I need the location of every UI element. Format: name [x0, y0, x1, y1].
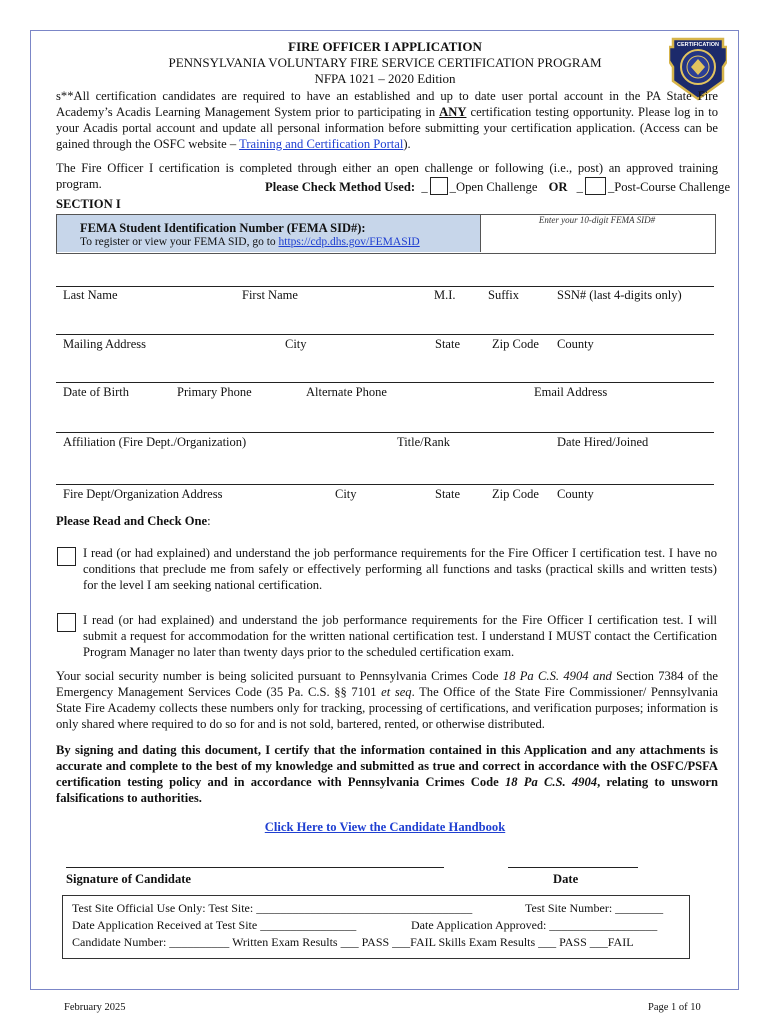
state-label: State	[435, 337, 460, 351]
row3-line	[56, 382, 714, 383]
open-challenge-label: Open Challenge	[455, 180, 538, 194]
mailing-address-label: Mailing Address	[63, 337, 146, 351]
row4-line	[56, 432, 714, 433]
candidate-handbook-link[interactable]: Click Here to View the Candidate Handbook	[264, 820, 506, 834]
alternate-phone-label: Alternate Phone	[306, 385, 387, 399]
svg-text:CERTIFICATION: CERTIFICATION	[676, 42, 720, 48]
signature-label: Signature of Candidate	[66, 872, 192, 886]
row1-line	[56, 286, 714, 287]
row5-line	[56, 484, 714, 485]
method-prompt: Please Check Method Used:	[265, 180, 416, 194]
edition: NFPA 1021 – 2020 Edition	[314, 71, 456, 86]
title-rank-label: Title/Rank	[397, 435, 451, 449]
fema-register-text: To register or view your FEMA SID, go to https://cdp.dhs.gov/FEMASID	[80, 236, 420, 248]
org-county-label: County	[557, 487, 594, 501]
date-line[interactable]	[508, 867, 638, 868]
portal-notice: s**All certification candidates are required to have an established and up to date user portal account in the PA State Fire Academy’s Acadis Learning Management System prior to participating in ANY certification testing opportunity. Please log in to your Acadis portal account and update all personal information before submitting your certification application. (Access can be gained through the OSFC website – Training and Certification Portal).	[56, 89, 718, 151]
signature-line[interactable]	[66, 867, 444, 868]
org-city-label: City	[335, 487, 357, 501]
org-state-label: State	[435, 487, 460, 501]
org-address-label: Fire Dept/Organization Address	[63, 487, 223, 501]
method-choice: Please Check Method Used: _ _Open Challenge OR _ _Post-Course Challenge	[265, 177, 730, 195]
post-course-label: Post-Course Challenge	[614, 180, 731, 194]
last-name-label: Last Name	[63, 288, 118, 302]
footer-date: February 2025	[64, 1002, 126, 1013]
city-label: City	[285, 337, 307, 351]
option2-text: I read (or had explained) and understand the job performance requirements for the Fire Officer I certification test. I will submit a request for accommodation for the written national certification test. I understand I MUST contact the Certification Program Manager no later than twenty days prior to the scheduled certification exam.	[83, 613, 717, 659]
suffix-label: Suffix	[488, 288, 520, 302]
date-label: Date	[553, 872, 579, 886]
date-hired-label: Date Hired/Joined	[557, 435, 649, 449]
option2-checkbox[interactable]	[57, 613, 76, 632]
test-site-number-field: Test Site Number: ________	[525, 901, 664, 915]
post-course-checkbox[interactable]	[585, 177, 606, 195]
affiliation-label: Affiliation (Fire Dept./Organization)	[63, 435, 247, 449]
mi-label: M.I.	[434, 288, 456, 302]
org-zip-label: Zip Code	[492, 487, 539, 501]
open-challenge-checkbox[interactable]	[430, 177, 448, 195]
training-portal-link[interactable]: Training and Certification Portal	[239, 137, 404, 151]
fema-sid-link[interactable]: https://cdp.dhs.gov/FEMASID	[278, 236, 420, 248]
read-check-heading: Please Read and Check One:	[56, 514, 211, 528]
zip-code-label: Zip Code	[492, 337, 539, 351]
dob-label: Date of Birth	[63, 385, 129, 399]
email-label: Email Address	[534, 385, 608, 399]
page-number: Page 1 of 10	[648, 1002, 701, 1013]
ssn-label: SSN# (last 4-digits only)	[557, 288, 682, 302]
handbook-link-row	[0, 820, 770, 835]
row2-line	[56, 334, 714, 335]
form-title: FIRE OFFICER I APPLICATION	[288, 39, 482, 54]
candidate-results-field: Candidate Number: __________ Written Exam Results ___ PASS ___FAIL Skills Exam Results ___ PASS ___FAIL	[72, 935, 634, 949]
first-name-label: First Name	[242, 288, 298, 302]
date-received-field: Date Application Received at Test Site ________________	[72, 918, 357, 932]
method-paragraph: The Fire Officer I certification is completed through either an open challenge or following (i.e., post) an approved training program.	[56, 161, 718, 191]
fema-sid-input[interactable]	[481, 226, 713, 251]
program-name: PENNSYLVANIA VOLUNTARY FIRE SERVICE CERTIFICATION PROGRAM	[168, 55, 602, 70]
option1-text: I read (or had explained) and understand the job performance requirements for the Fire Officer I certification test. I have no conditions that preclude me from safely or effectively performing all functions and tasks (practical skills and written tests) for the level I am seeking national certification.	[83, 546, 717, 592]
section-label: SECTION I	[56, 197, 121, 211]
option1-checkbox[interactable]	[57, 547, 76, 566]
county-label: County	[557, 337, 594, 351]
certification-statement: By signing and dating this document, I certify that the information contained in this Application and any attachments is accurate and complete to the best of my knowledge and submitted as true and correct in accordance with the OSFC/PSFA certification testing policy and in accordance with Pennsylvania Crimes Code 18 Pa C.S. 4904, relating to unsworn falsifications to authorities.	[56, 743, 718, 805]
fema-title: FEMA Student Identification Number (FEMA SID#):	[80, 221, 366, 235]
date-approved-field: Date Application Approved: __________________	[411, 918, 658, 932]
fema-sid-hint: Enter your 10-digit FEMA SID#	[538, 215, 656, 225]
ssn-notice: Your social security number is being solicited pursuant to Pennsylvania Crimes Code 18 Pa C.S. 4904 and Section 7384 of the Emergency Management Services Code (35 Pa. C.S. §§ 7101 et seq. The Office of the State Fire Commissioner/ Pennsylvania State Fire Academy collects these numbers only for tracking, processing of certifications, and verification purposes; information is only shared where required to do so for and is not sold, bartered, rented, or otherwise distributed.	[56, 669, 719, 731]
test-site-field: Test Site Official Use Only: Test Site: ____________________________________	[72, 901, 473, 915]
primary-phone-label: Primary Phone	[177, 385, 252, 399]
